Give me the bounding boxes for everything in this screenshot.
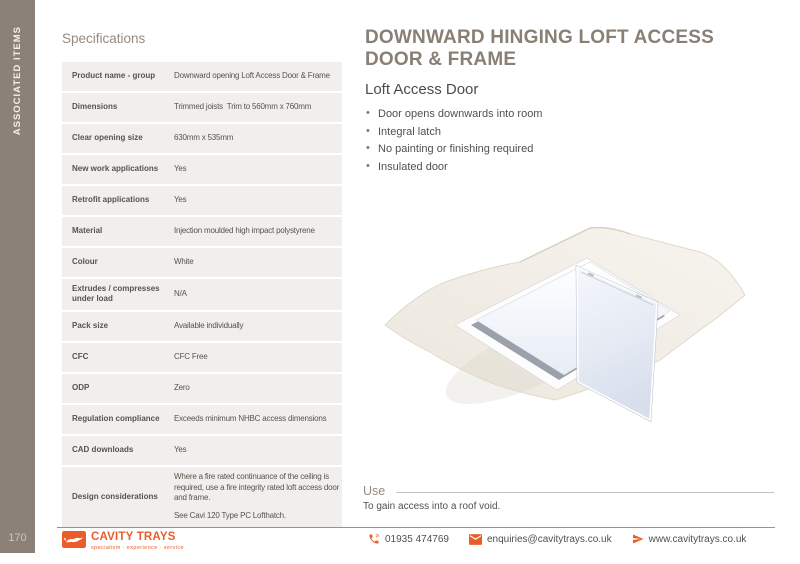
loft-door-illustration — [375, 200, 775, 475]
page-number: 170 — [8, 532, 27, 544]
website-contact[interactable] — [632, 533, 747, 545]
brand-logo — [62, 531, 184, 551]
spec-value: Downward opening Loft Access Door & Frame — [174, 71, 330, 81]
feature-item: • No painting or finishing required — [365, 143, 542, 155]
email-address: enquiries@cavitytrays.co.uk — [486, 533, 612, 545]
spec-row — [62, 374, 342, 403]
feature-list — [365, 108, 542, 178]
spec-label: Extrudes / compresses under load — [72, 284, 160, 304]
spec-value: Injection moulded high impact polystyrene — [174, 226, 315, 236]
spec-value: Trimmed joists Trim to 560mm x 760mm — [174, 102, 312, 112]
spec-value: Yes — [174, 444, 187, 454]
spec-row — [62, 186, 342, 215]
spec-values — [172, 62, 342, 91]
feature-item: • Door opens downwards into room — [365, 108, 542, 120]
spec-label: Material — [72, 226, 103, 236]
website-url: www.cavitytrays.co.uk — [648, 533, 747, 545]
spec-row — [62, 312, 342, 341]
phone-contact[interactable] — [368, 533, 449, 545]
spec-value: See Cavi 120 Type PC Lofthatch. — [174, 511, 286, 521]
spec-row — [62, 217, 342, 246]
spec-values — [172, 436, 342, 465]
sidebar-label-wrap — [0, 26, 35, 140]
spec-values — [172, 155, 342, 184]
spec-value: 630mm x 535mm — [174, 133, 234, 143]
spec-label: ODP — [72, 383, 90, 393]
spec-values — [172, 93, 342, 122]
footer-divider — [57, 527, 775, 528]
spec-label: New work applications — [72, 164, 159, 174]
brand-tagline: specialism · experience · service — [91, 545, 184, 552]
spec-table — [62, 62, 342, 529]
spec-label: Clear opening size — [72, 133, 143, 143]
page-title: DOWNWARD HINGING LOFT ACCESS DOOR & FRAME — [365, 27, 714, 71]
spec-value: Yes — [174, 164, 187, 174]
spec-row — [62, 467, 342, 527]
spec-values — [172, 248, 342, 277]
spec-value: CFC Free — [174, 351, 208, 361]
spec-row — [62, 62, 342, 91]
spec-row — [62, 248, 342, 277]
spec-value: Exceeds minimum NHBC access dimensions — [174, 413, 327, 423]
spec-label: Product name - group — [72, 71, 156, 81]
spec-value: Yes — [174, 195, 187, 205]
spec-row — [62, 279, 342, 310]
feature-item: • Integral latch — [365, 126, 542, 138]
spec-row — [62, 343, 342, 372]
brand-name: CAVITY TRAYS — [91, 531, 176, 543]
spec-row — [62, 124, 342, 153]
spec-label: Pack size — [72, 321, 109, 331]
spec-values — [172, 186, 342, 215]
specifications-heading: Specifications — [62, 31, 146, 46]
sidebar — [0, 0, 35, 553]
sidebar-vertical-label: ASSOCIATED ITEMS — [12, 26, 23, 136]
use-text: To gain access into a roof void. — [363, 501, 501, 512]
spec-values — [172, 217, 342, 246]
spec-label: Retrofit applications — [72, 195, 150, 205]
spec-values — [172, 124, 342, 153]
spec-value: Zero — [174, 382, 190, 392]
spec-value: White — [174, 257, 194, 267]
spec-label: CFC — [72, 352, 89, 362]
spec-row — [62, 405, 342, 434]
feature-item: • Insulated door — [365, 161, 542, 173]
spec-row — [62, 93, 342, 122]
spec-values — [172, 374, 342, 403]
spec-label: CAD downloads — [72, 445, 134, 455]
phone-icon — [368, 533, 380, 545]
product-subtitle: Loft Access Door — [365, 81, 479, 98]
envelope-icon — [469, 534, 482, 545]
spec-label: Colour — [72, 257, 98, 267]
contact-bar — [368, 533, 746, 545]
spec-values — [172, 343, 342, 372]
spec-value: Where a fire rated continuance of the ceiling is required, use a fire integrity rated loft access door and frame. — [174, 471, 342, 503]
spec-label: Dimensions — [72, 102, 118, 112]
spec-row — [62, 436, 342, 465]
spec-values — [172, 312, 342, 341]
spec-values — [172, 405, 342, 434]
email-contact[interactable] — [469, 534, 612, 545]
spec-value: Available individually — [174, 320, 244, 330]
spec-values — [172, 279, 342, 310]
spec-label: Regulation compliance — [72, 414, 160, 424]
spec-row — [62, 155, 342, 184]
phone-number: 01935 474769 — [385, 533, 449, 545]
use-heading: Use — [363, 484, 386, 498]
spec-value: N/A — [174, 288, 187, 298]
spec-label: Design considerations — [72, 491, 158, 501]
use-divider — [396, 492, 774, 493]
spec-values — [172, 467, 342, 527]
paper-plane-icon — [632, 533, 644, 545]
fox-logo-icon — [62, 531, 86, 548]
